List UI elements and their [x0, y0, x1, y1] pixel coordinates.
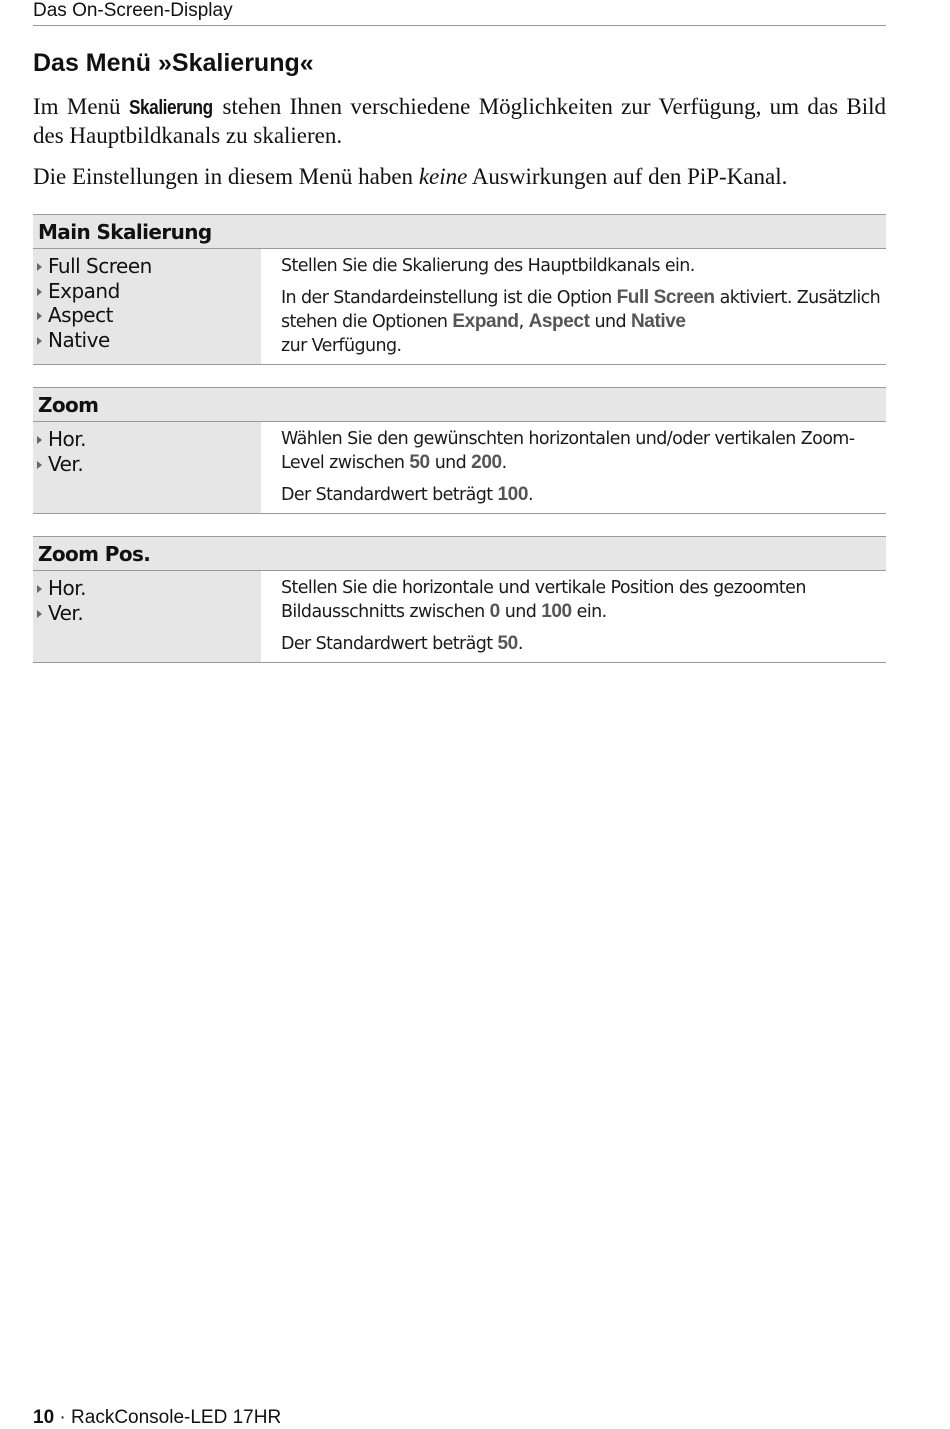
- options-list: [33, 249, 261, 364]
- option-label: Aspect: [48, 303, 113, 327]
- value-highlight: 50: [497, 633, 518, 654]
- description-paragraph: [281, 286, 886, 358]
- option-label: Hor.: [48, 576, 87, 600]
- description-paragraph: Stellen Sie die Skalierung des Hauptbildkanals ein.: [281, 256, 695, 276]
- value-highlight: 50: [409, 452, 430, 473]
- section-title: Das Menü »Skalierung«: [33, 49, 314, 77]
- page-number: 10: [33, 1407, 55, 1428]
- page-footer: [33, 1407, 281, 1429]
- emphasis-keine: keine: [418, 164, 468, 189]
- intro-text: Die Einstellungen in diesem Menü haben: [33, 164, 414, 189]
- desc-text: ,: [518, 312, 524, 332]
- option-item: [37, 427, 261, 452]
- description-paragraph: [281, 427, 886, 475]
- table-heading: Main Skalierung: [33, 214, 886, 249]
- desc-text: .: [501, 453, 507, 473]
- option-highlight: Full Screen: [616, 287, 715, 308]
- intro-text: Im Menü: [33, 94, 121, 119]
- bullet-triangle-icon: [37, 461, 42, 469]
- desc-text: zur Verfügung.: [281, 336, 402, 356]
- description-paragraph: [281, 632, 886, 656]
- value-highlight: 100: [541, 601, 572, 622]
- running-head: Das On-Screen-Display: [33, 0, 886, 26]
- bullet-triangle-icon: [37, 610, 42, 618]
- bullet-triangle-icon: [37, 337, 42, 345]
- option-item: [37, 576, 261, 601]
- option-label: Hor.: [48, 427, 87, 451]
- desc-text: Der Standardwert beträgt: [281, 634, 493, 654]
- table-body: [33, 422, 886, 514]
- table-body: [33, 571, 886, 663]
- option-item: [37, 328, 261, 353]
- option-label: Native: [48, 327, 110, 352]
- description-paragraph: [281, 483, 886, 507]
- desc-text: Stellen Sie die horizontale und vertikale Position des gezoomten Bildausschnitts zwischen: [281, 578, 806, 622]
- footer-separator: ·: [59, 1407, 66, 1428]
- desc-text: .: [517, 634, 523, 654]
- option-item: [37, 303, 261, 328]
- description-paragraph: [281, 576, 886, 624]
- option-label: Ver.: [48, 600, 84, 625]
- option-item: [37, 601, 261, 626]
- options-list: [33, 571, 261, 662]
- option-highlight: Expand: [452, 311, 519, 332]
- table-heading: Zoom: [33, 387, 886, 422]
- desc-text: und: [434, 453, 467, 473]
- option-item: [37, 254, 261, 279]
- intro-text: Auswirkungen auf den PiP-Kanal.: [471, 164, 788, 189]
- option-label: Full Screen: [48, 254, 152, 278]
- desc-text: Der Standardwert beträgt: [281, 485, 493, 505]
- description: [261, 422, 886, 513]
- table-body: [33, 249, 886, 365]
- desc-text: aktiviert. Zusätzlich stehen die Optionen: [281, 288, 881, 332]
- desc-text: .: [528, 485, 533, 505]
- table-main-skalierung: [33, 214, 886, 365]
- menu-name-skalierung: Skalierung: [128, 97, 213, 119]
- option-highlight: Aspect: [528, 311, 590, 332]
- desc-text: ein.: [576, 602, 607, 622]
- option-item: [37, 279, 261, 304]
- option-label: Expand: [48, 278, 120, 303]
- intro-paragraph-1: [33, 93, 886, 149]
- product-name: RackConsole-LED 17HR: [71, 1407, 282, 1428]
- desc-text: und: [594, 312, 626, 332]
- option-highlight: Native: [630, 311, 686, 332]
- bullet-triangle-icon: [37, 585, 42, 593]
- bullet-triangle-icon: [37, 312, 42, 320]
- value-highlight: 100: [497, 484, 529, 505]
- value-highlight: 200: [471, 452, 502, 473]
- bullet-triangle-icon: [37, 263, 42, 271]
- intro-paragraph-2: [33, 163, 886, 190]
- description: [261, 249, 886, 364]
- option-item: [37, 452, 261, 477]
- desc-text: In der Standardeinstellung ist die Option: [281, 288, 612, 308]
- options-list: [33, 422, 261, 513]
- intro-text: stehen Ihnen verschiedene Möglichkeiten zur Verfügung, um das Bild des Hauptbildkanals zu skalieren.: [33, 94, 887, 148]
- desc-text: Wählen Sie den gewünschten horizontalen und/oder vertikalen Zoom-Level zwischen: [281, 429, 855, 473]
- bullet-triangle-icon: [37, 288, 42, 296]
- table-zoom: [33, 387, 886, 514]
- description: [261, 571, 886, 662]
- table-zoom-pos: [33, 536, 886, 663]
- table-heading: Zoom Pos.: [33, 536, 886, 571]
- desc-text: und: [504, 602, 537, 622]
- option-label: Ver.: [48, 451, 84, 476]
- value-highlight: 0: [489, 601, 500, 622]
- bullet-triangle-icon: [37, 436, 42, 444]
